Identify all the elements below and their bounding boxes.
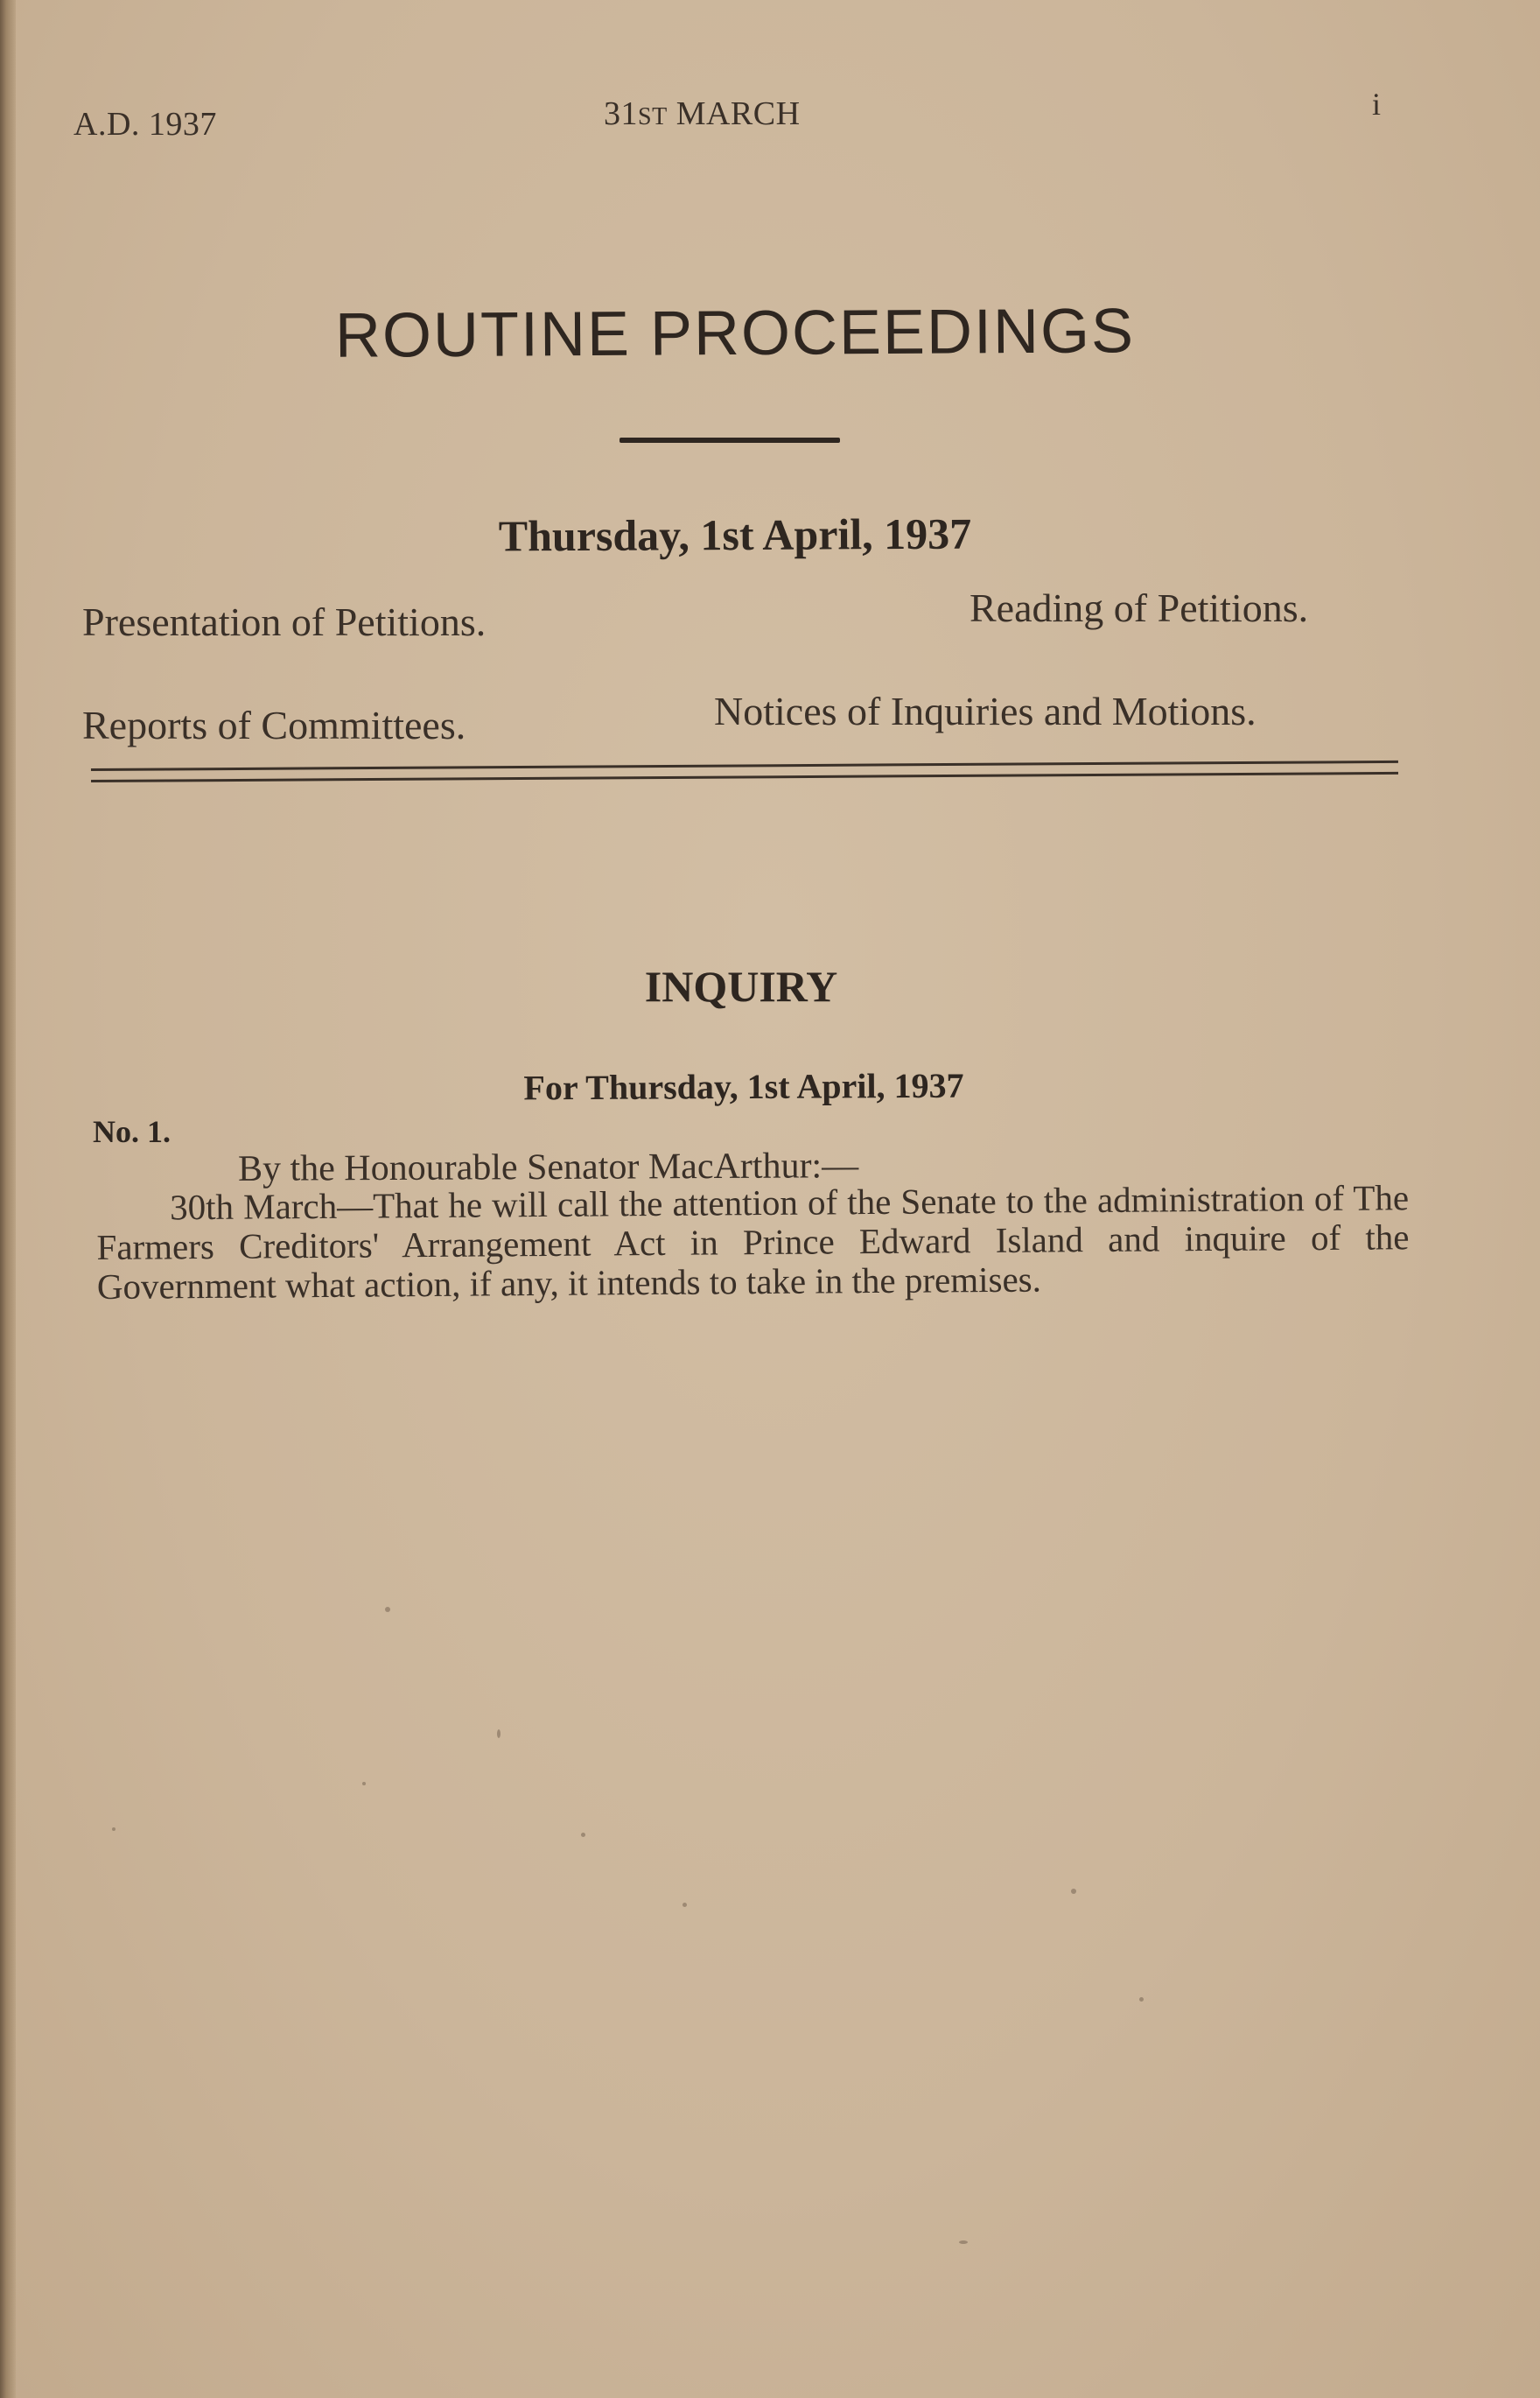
running-head-year: A.D. 1937 xyxy=(74,106,217,143)
paper-speck xyxy=(1071,1889,1076,1894)
page-number: i xyxy=(1372,87,1382,122)
inquiry-by-line: By the Honourable Senator MacArthur:— xyxy=(237,1146,859,1189)
order-item-reports-of-committees: Reports of Committees. xyxy=(82,703,466,747)
paper-speck xyxy=(581,1833,585,1837)
section-divider xyxy=(91,761,1398,782)
paper-speck xyxy=(497,1729,500,1738)
paper-speck xyxy=(682,1903,687,1907)
inquiry-text: 30th March—That he will call the attention of the Senate to the administration of The Farmers Creditors' Arrangement Act in Prince Edward Island and inquire of the Government what action, if any, it intends to take in the premises. xyxy=(96,1177,1410,1307)
running-head-date xyxy=(604,95,801,133)
paper-speck xyxy=(959,2240,968,2244)
paper-speck xyxy=(112,1827,116,1831)
paper-speck xyxy=(385,1607,390,1612)
order-item-presentation-of-petitions: Presentation of Petitions. xyxy=(82,600,486,644)
inquiry-heading: INQUIRY xyxy=(644,962,838,1011)
sitting-date: Thursday, 1st April, 1937 xyxy=(498,508,972,561)
order-item-reading-of-petitions: Reading of Petitions. xyxy=(970,585,1309,630)
running-head-month: MARCH xyxy=(676,95,801,132)
paper-speck xyxy=(362,1782,366,1785)
title-rule xyxy=(620,438,840,443)
order-item-notices-of-inquiries: Notices of Inquiries and Motions. xyxy=(714,689,1256,733)
page-title: ROUTINE PROCEEDINGS xyxy=(334,296,1136,371)
running-head-day: 31 xyxy=(604,95,638,132)
running-head-day-suffix: ST xyxy=(638,103,668,130)
inquiry-item-number: No. 1. xyxy=(93,1114,171,1149)
paper-speck xyxy=(1139,1997,1144,2002)
inquiry-for-date: For Thursday, 1st April, 1937 xyxy=(523,1065,964,1108)
